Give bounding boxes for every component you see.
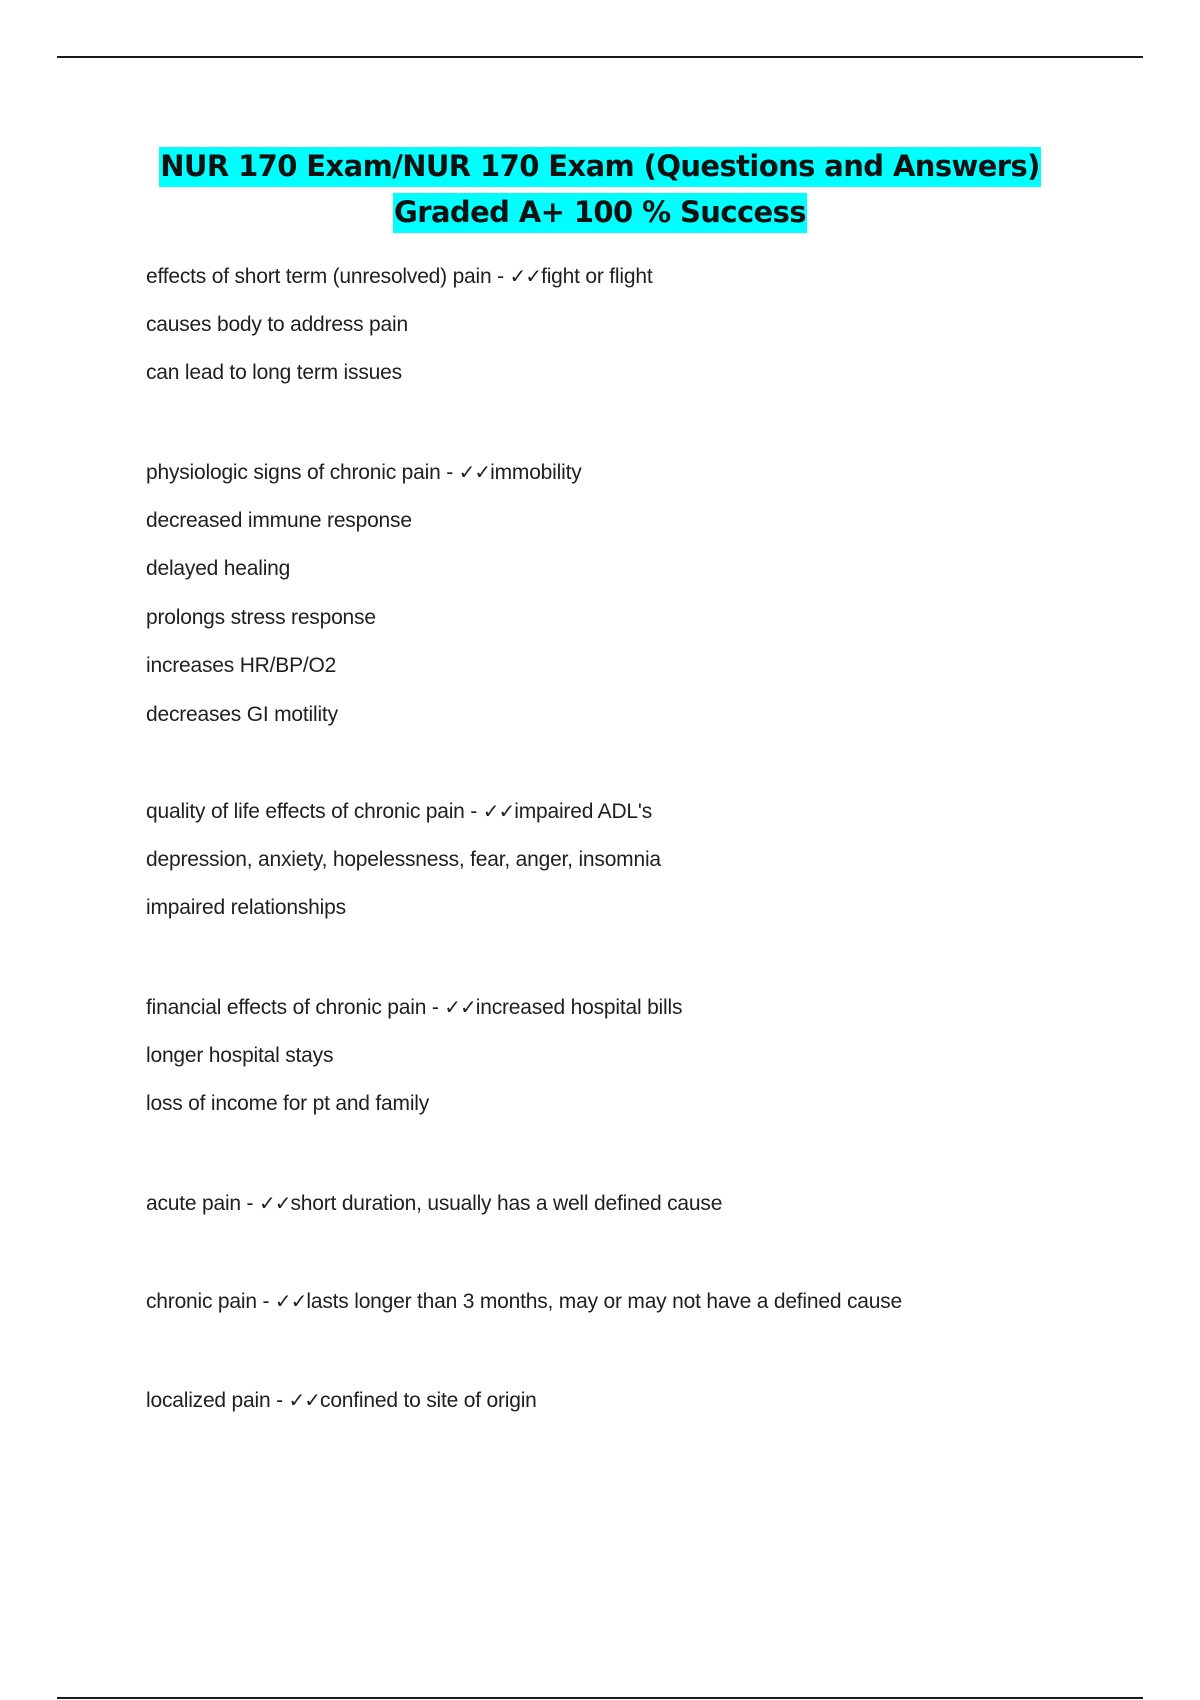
double-check-icon: ✓✓ bbox=[258, 1191, 291, 1215]
qa-term: localized pain - bbox=[146, 1389, 289, 1412]
qa-term: quality of life effects of chronic pain - bbox=[146, 800, 483, 823]
qa-term: effects of short term (unresolved) pain - bbox=[146, 265, 510, 288]
qa-item-short-term-pain bbox=[146, 263, 1146, 409]
qa-answer: immobility bbox=[490, 461, 582, 484]
qa-answer-line: causes body to address pain bbox=[146, 312, 408, 336]
qa-answer-line: loss of income for pt and family bbox=[146, 1092, 430, 1115]
qa-answer: short duration, usually has a well defined cause bbox=[290, 1192, 723, 1215]
qa-answer: increased hospital bills bbox=[475, 996, 683, 1019]
double-check-icon: ✓✓ bbox=[458, 460, 491, 484]
qa-first-line bbox=[146, 263, 1146, 312]
qa-item-localized-pain bbox=[146, 1387, 1146, 1436]
qa-first-line bbox=[146, 1190, 1146, 1239]
double-check-icon: ✓✓ bbox=[509, 264, 542, 288]
qa-answer-line: decreased immune response bbox=[146, 508, 412, 532]
qa-answer-line: can lead to long term issues bbox=[146, 361, 402, 384]
title-line-2: Graded A+ 100 % Success bbox=[393, 193, 807, 233]
header-rule bbox=[57, 56, 1143, 58]
qa-first-line bbox=[146, 1387, 1146, 1436]
qa-answer-line: decreases GI motility bbox=[146, 702, 338, 726]
qa-answer: impaired ADL's bbox=[514, 800, 653, 823]
document-title bbox=[0, 143, 1200, 235]
qa-answer-line: delayed healing bbox=[146, 557, 291, 580]
title-line-1: NUR 170 Exam/NUR 170 Exam (Questions and Answers) bbox=[159, 147, 1041, 187]
qa-answer: confined to site of origin bbox=[320, 1389, 537, 1412]
qa-item-financial-effects bbox=[146, 994, 1146, 1140]
qa-first-line bbox=[146, 798, 1146, 847]
qa-answer-line: depression, anxiety, hopelessness, fear, anger, insomnia bbox=[146, 847, 661, 871]
qa-answer: fight or flight bbox=[541, 265, 653, 288]
qa-first-line bbox=[146, 459, 1146, 508]
qa-term: physiologic signs of chronic pain - bbox=[146, 461, 459, 484]
qa-answer-line: prolongs stress response bbox=[146, 605, 376, 629]
double-check-icon: ✓✓ bbox=[444, 995, 476, 1019]
qa-term: chronic pain - bbox=[146, 1290, 275, 1313]
qa-item-chronic-pain bbox=[146, 1288, 1146, 1337]
double-check-icon: ✓✓ bbox=[274, 1289, 307, 1313]
qa-first-line bbox=[146, 1288, 1146, 1337]
qa-term: financial effects of chronic pain - bbox=[146, 996, 445, 1019]
double-check-icon: ✓✓ bbox=[482, 799, 515, 823]
qa-answer-line: increases HR/BP/O2 bbox=[146, 654, 337, 677]
qa-first-line bbox=[146, 994, 1146, 1043]
qa-item-acute-pain bbox=[146, 1190, 1146, 1239]
qa-term: acute pain - bbox=[146, 1192, 259, 1215]
footer-rule bbox=[57, 1697, 1143, 1699]
qa-answer-line: impaired relationships bbox=[146, 896, 346, 919]
double-check-icon: ✓✓ bbox=[288, 1388, 321, 1412]
qa-item-quality-of-life bbox=[146, 798, 1146, 944]
qa-item-physiologic-signs bbox=[146, 459, 1146, 750]
qa-answer-line: longer hospital stays bbox=[146, 1043, 334, 1067]
qa-answer: lasts longer than 3 months, may or may not have a defined cause bbox=[306, 1290, 903, 1313]
